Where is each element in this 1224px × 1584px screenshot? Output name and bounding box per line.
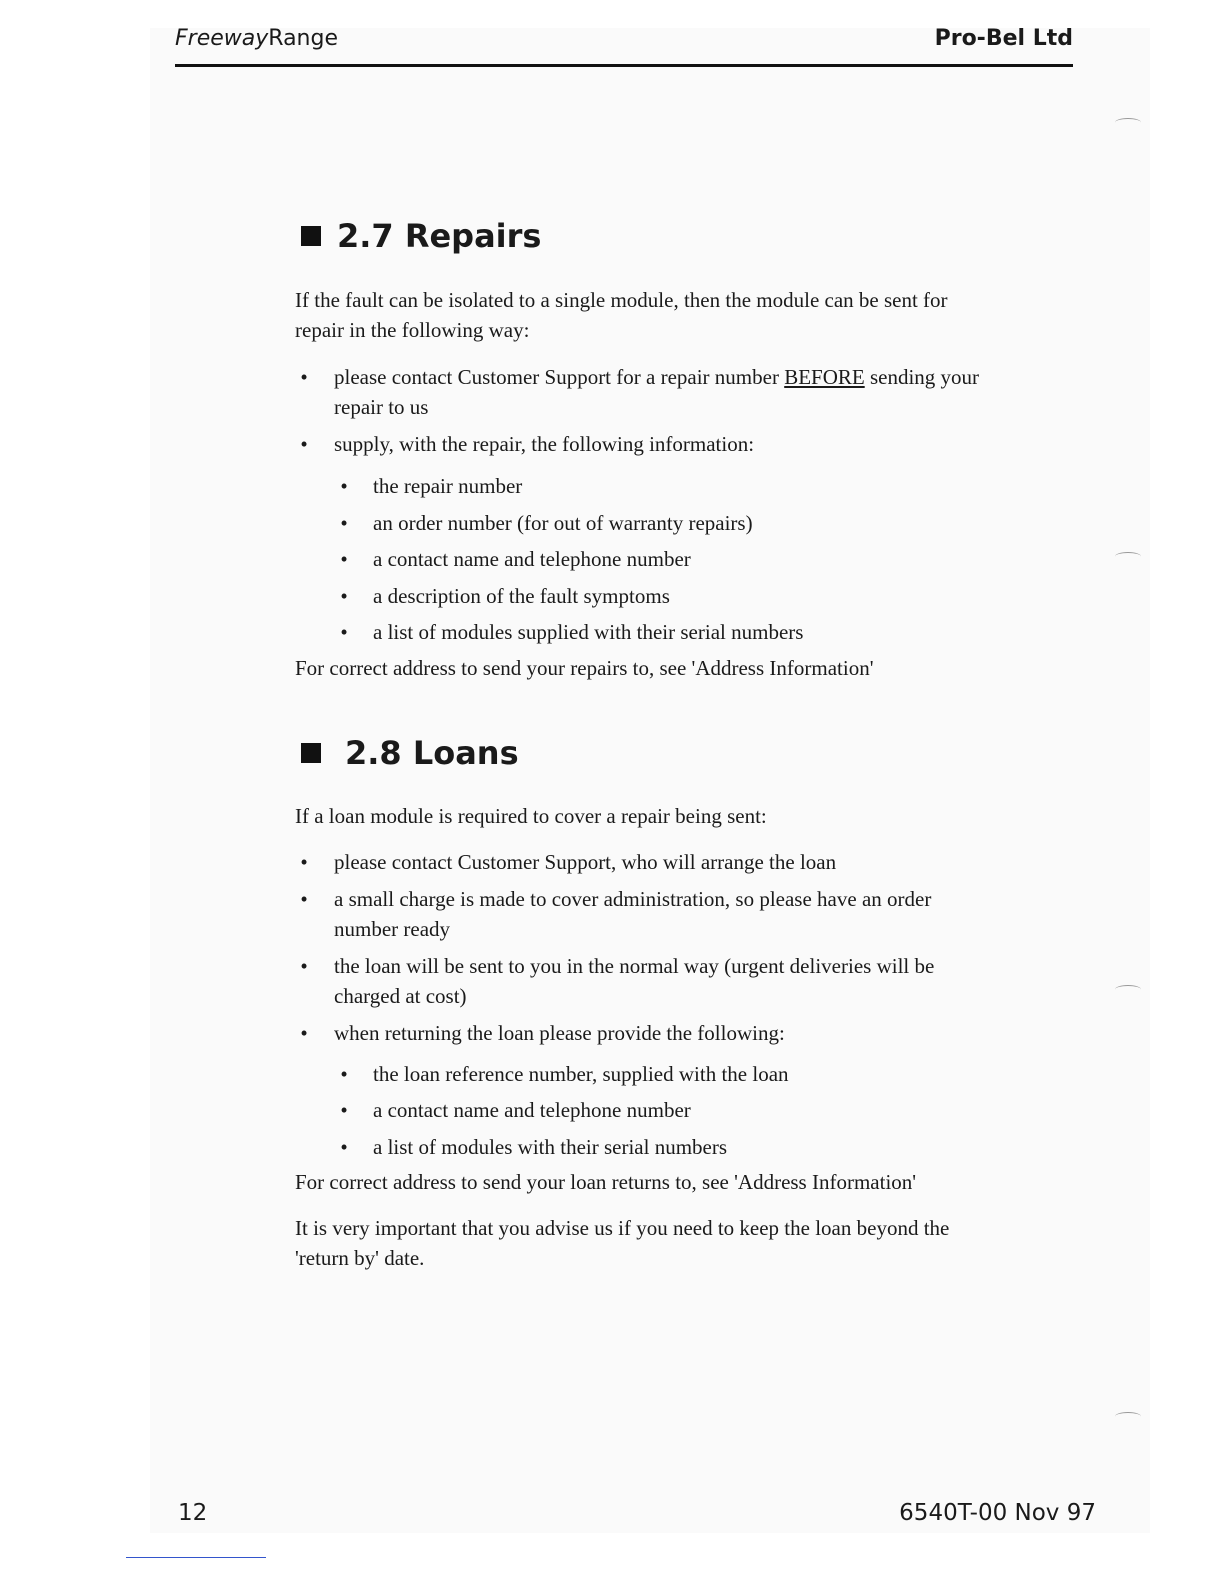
bullet-icon: •	[300, 1021, 308, 1045]
paragraph-line: It is very important that you advise us if you need to keep the loan beyond the	[295, 1216, 950, 1240]
document-reference: 6540T-00 Nov 97	[899, 1500, 1096, 1526]
paragraph-line: For correct address to send your loan returns to, see 'Address Information'	[295, 1170, 917, 1194]
header-product	[175, 26, 338, 51]
repairs-intro	[295, 285, 1075, 345]
paragraph-line: 'return by' date.	[295, 1246, 425, 1270]
list-text: the loan reference number, supplied with the loan	[373, 1062, 789, 1086]
scan-mark	[1115, 985, 1141, 994]
scan-mark	[1115, 118, 1141, 127]
section-title: 2.8 Loans	[345, 734, 519, 772]
list-text: supply, with the repair, the following information:	[334, 432, 755, 456]
loans-list	[295, 847, 1075, 1167]
header-company: Pro-Bel Ltd	[934, 26, 1073, 51]
paragraph-line: If a loan module is required to cover a repair being sent:	[295, 804, 767, 828]
bullet-icon: •	[300, 850, 308, 874]
list-text: a list of modules with their serial numbers	[373, 1135, 728, 1159]
bullet-icon: •	[340, 584, 348, 608]
list-text: sending your	[864, 365, 980, 389]
list-text: a list of modules supplied with their serial numbers	[373, 620, 804, 644]
bullet-icon: •	[300, 432, 308, 456]
bullet-icon: •	[340, 1098, 348, 1122]
list-text: repair to us	[334, 395, 429, 419]
loans-closing	[295, 1167, 1075, 1197]
bullet-icon: •	[340, 620, 348, 644]
section-title: 2.7 Repairs	[337, 217, 542, 255]
bullet-icon: •	[300, 887, 308, 911]
header-rule	[175, 64, 1073, 67]
list-text: please contact Customer Support for a repair number	[334, 365, 785, 389]
section-square-icon	[301, 743, 321, 763]
bullet-icon: •	[340, 547, 348, 571]
bullet-icon: •	[340, 1135, 348, 1159]
page-number: 12	[178, 1500, 208, 1526]
loans-intro	[295, 801, 1075, 831]
repairs-closing	[295, 653, 1075, 683]
bottom-rule	[126, 1557, 266, 1558]
emphasis-text: BEFORE	[784, 365, 865, 389]
bullet-icon: •	[340, 1062, 348, 1086]
list-text: an order number (for out of warranty repairs)	[373, 511, 753, 535]
paragraph-line: If the fault can be isolated to a single module, then the module can be sent for	[295, 288, 948, 312]
list-text: when returning the loan please provide the following:	[334, 1021, 785, 1045]
section-loans-heading	[295, 734, 1075, 772]
header-product-italic: Freeway	[175, 26, 269, 51]
list-text: a description of the fault symptoms	[373, 584, 670, 608]
list-text: the repair number	[373, 474, 523, 498]
list-text: number ready	[334, 917, 451, 941]
scan-mark	[1115, 1412, 1141, 1421]
bullet-icon: •	[340, 511, 348, 535]
list-text: the loan will be sent to you in the normal way (urgent deliveries will be	[334, 954, 935, 978]
repairs-list	[295, 362, 1075, 662]
bullet-icon: •	[300, 365, 308, 389]
list-text: please contact Customer Support, who will arrange the loan	[334, 850, 837, 874]
list-text: a contact name and telephone number	[373, 547, 691, 571]
paragraph-line: For correct address to send your repairs to, see 'Address Information'	[295, 656, 874, 680]
loans-note	[295, 1213, 1075, 1273]
list-text: a contact name and telephone number	[373, 1098, 691, 1122]
scan-mark	[1115, 552, 1141, 561]
bullet-icon: •	[300, 954, 308, 978]
paragraph-line: repair in the following way:	[295, 318, 530, 342]
section-square-icon	[301, 226, 321, 246]
running-header	[175, 26, 1073, 51]
bullet-icon: •	[340, 474, 348, 498]
list-text: charged at cost)	[334, 984, 467, 1008]
list-text: a small charge is made to cover administration, so please have an order	[334, 887, 932, 911]
header-product-rest: Range	[268, 26, 338, 51]
section-repairs-heading	[295, 217, 1075, 255]
